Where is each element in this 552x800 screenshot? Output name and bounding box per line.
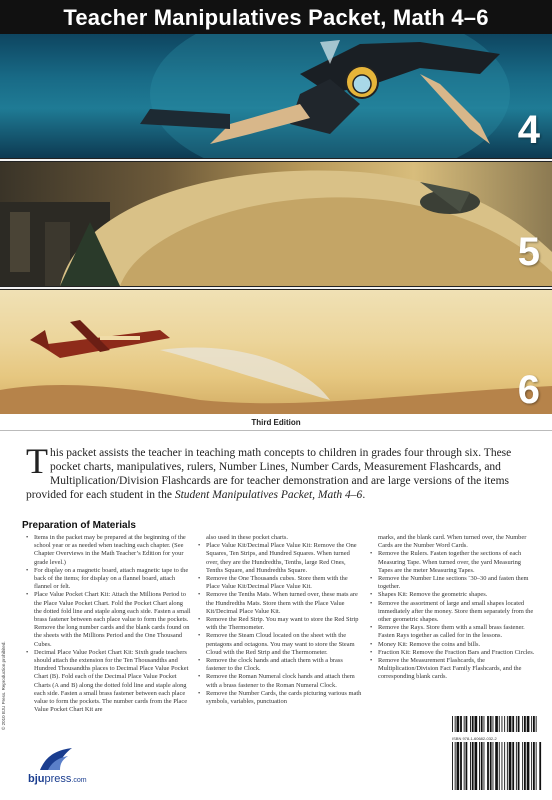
- intro-end: .: [362, 489, 366, 501]
- list-item: • Remove the Measurement Flashcards, the Multiplication/Division Fact Family Flashcards, and the corresponding blank cards.: [370, 657, 535, 682]
- logo-domain: .com: [71, 777, 87, 784]
- list-item: • Shapes Kit: Remove the geometric shapes.: [370, 591, 535, 599]
- band-grade-5: [0, 162, 552, 286]
- list-item-continuation: marks, and the blank card. When turned over, the Number Cards are the Number Word Cards.: [378, 534, 527, 550]
- list-item: • Place Value Pocket Chart Kit: Attach the Millions Period to the Place Value Pocket Chart. Fold the Pocket Chart along the dotted fold line and staple along each side. Fasten a small brass fastener between each place value to form the pockets. Remove the long number cards and the blank cards found on the sheets with the Millions Period and the One Thousand Cubes.: [26, 591, 191, 648]
- intro-italic-title: Student Manipulatives Packet, Math 4–6: [174, 489, 363, 501]
- list-item: • Remove the clock hands and attach them with a brass fastener to the Clock.: [198, 657, 363, 673]
- logo-brand: bju: [28, 773, 45, 785]
- preparation-column-2: [198, 534, 363, 706]
- preparation-heading: Preparation of Materials: [22, 520, 136, 531]
- preparation-column-3: [370, 534, 535, 682]
- list-item: • Remove the Number Line sections ˉ30–30 and fasten them together.: [370, 575, 535, 591]
- intro-text: his packet assists the teacher in teaching math concepts to children in grades four through six. These pocket charts, manipulatives, rulers, Number Lines, Number Cards, Measurement Flashcards, and Multiplication/Division Flashcards are for teacher demonstration and are large versions of the items provided for each student in the: [26, 447, 512, 501]
- list-item: • Remove the Number Cards, the cards picturing various math symbols, variables, punctuation: [198, 690, 363, 706]
- isbn-number: ISBN 978-1-60682-032-2: [452, 736, 497, 741]
- grade-number-5: 5: [517, 230, 540, 274]
- list-item: • Remove the One Thousands cubes. Store them with the Place Value Kit/Decimal Place Value Kit.: [198, 575, 363, 591]
- plane-illustration: [0, 290, 552, 414]
- list-item: • Remove the Tenths Mats. When turned over, these mats are the Hundredths Mats. Store them with the Place Value Kit/Decimal Place Value Kit.: [198, 591, 363, 616]
- grade-number-4: 4: [517, 108, 540, 152]
- barcode-large: [452, 742, 542, 790]
- band-grade-4: [0, 34, 552, 158]
- list-item: • Place Value Kit/Decimal Place Value Kit: Remove the One Squares, Ten Strips, and Hundred Squares. When turned over, they are the Hundredths, Tenths, large Red Ones, Tenths Square, and Hundredths Square.: [198, 542, 363, 575]
- logo-wordmark: [28, 773, 87, 785]
- band-grade-6: [0, 290, 552, 414]
- edition-label: Third Edition: [251, 418, 301, 427]
- list-item: • Remove the Roman Numeral clock hands and attach them with a brass fastener to the Roman Numeral Clock.: [198, 673, 363, 689]
- preparation-column-1: [26, 534, 191, 714]
- list-item: • Remove the Red Strip. You may want to store the Red Strip with the Thermometer.: [198, 616, 363, 632]
- list-item-continuation: also used in these pocket charts.: [206, 534, 288, 541]
- drop-cap: T: [26, 441, 48, 481]
- list-item: • Fraction Kit: Remove the Fraction Bars and Fraction Circles.: [370, 649, 535, 657]
- logo-press: press: [44, 773, 72, 785]
- diver-illustration: [0, 34, 552, 158]
- divider: [0, 430, 552, 431]
- copyright-text: © 2010 BJU Press. Reproduction prohibited.: [1, 641, 6, 730]
- list-item: • Items in the packet may be prepared at the beginning of the school year or as needed when teaching each chapter. (See Chapter Overviews in the Math Teacher’s Edition for your grade level.): [26, 534, 191, 567]
- list-item: • Decimal Place Value Pocket Chart Kit: Sixth grade teachers should attach the extension for the Ten Thousandths and Hundred Thousandths places to Decimal Place Value Pocket Chart (B). Fold each of the Decimal Place Value Pocket Charts (A and B) along the dotted fold line and staple along each side. Fasten a small brass fastener between each place value to form the pockets. The number cards from the Place Value Pocket Chart Kit are: [26, 649, 191, 715]
- barcode-small: [452, 716, 538, 732]
- list-item: • Money Kit: Remove the coins and bills.: [370, 641, 535, 649]
- list-item: • For display on a magnetic board, attach magnetic tape to the back of the items; for display on a flannel board, attach flannel or felt.: [26, 567, 191, 592]
- list-item: • Remove the Rays. Store them with a small brass fastener. Fasten Rays together as called for in the lessons.: [370, 624, 535, 640]
- list-item: • Remove the assortment of large and small shapes located immediately after the money. Store them separately from the other geometric shapes.: [370, 600, 535, 625]
- grade-number-6: 6: [517, 368, 540, 412]
- airship-illustration: [0, 162, 552, 286]
- bird-logo-icon: [38, 746, 78, 774]
- list-item: • Remove the Steam Cloud located on the sheet with the pentagons and octagons. You may want to store the Steam Cloud with the Red Strip and the Thermometer.: [198, 632, 363, 657]
- page-title: Teacher Manipulatives Packet, Math 4–6: [63, 5, 489, 30]
- list-item: • Remove the Rulers. Fasten together the sections of each Measuring Tape. When turned over, the yard Measuring Tapes are the meter Measuring Tapes.: [370, 550, 535, 575]
- intro-paragraph: [26, 441, 526, 502]
- copyright-notice: [1, 610, 11, 730]
